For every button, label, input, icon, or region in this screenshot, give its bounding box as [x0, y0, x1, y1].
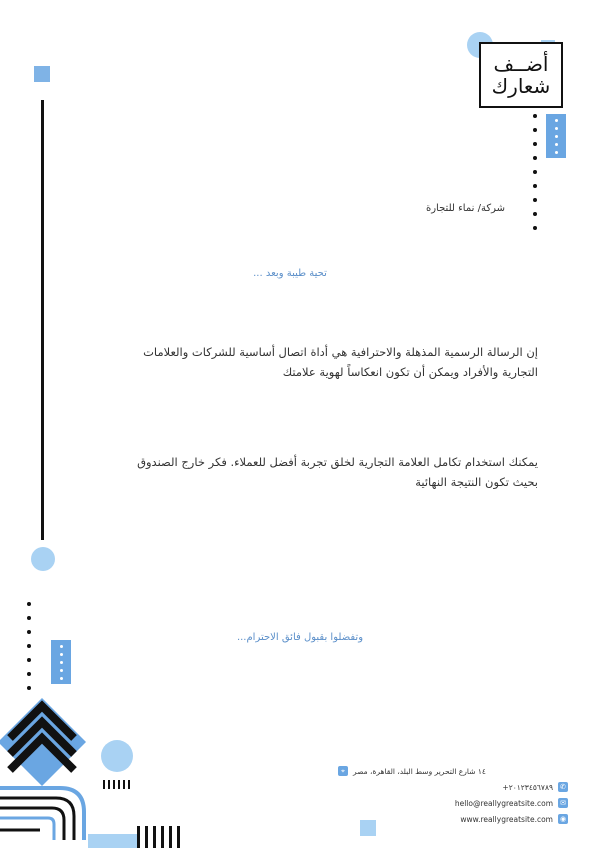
corner-square-top-left [34, 66, 50, 82]
phone-icon: ✆ [558, 782, 568, 792]
contact-phone: +٢٠١٢٣٤٥٦٧٨٩ [502, 782, 553, 792]
contact-row-email [338, 795, 568, 811]
contact-website[interactable]: www.reallygreatsite.com [460, 814, 553, 824]
small-barcode [103, 780, 130, 789]
logo-line-1: أضــف [493, 52, 549, 76]
greeting-text: تحية طيبة وبعد ... [253, 268, 327, 279]
contact-address: ١٤ شارع التحرير وسط البلد، القاهرة، مصر [353, 766, 486, 776]
dot-card-right [546, 114, 566, 158]
body-paragraph-2: يمكنك استخدام تكامل العلامة التجارية لخلق تجربة أفضل للعملاء. فكر خارج الصندوق بحيث تكون النتيجة النهائية [137, 455, 538, 489]
contact-info [338, 763, 568, 827]
logo-placeholder[interactable] [479, 42, 563, 108]
location-icon: ⌖ [338, 766, 348, 776]
vertical-divider-line [41, 100, 44, 540]
contact-row-address [338, 763, 568, 779]
body-paragraph-1: إن الرسالة الرسمية المذهلة والاحترافية هي أداة اتصال أساسية للشركات والعلامات التجارية والأفراد ويمكن أن تكون انعكاساً لهوية علامتك [143, 345, 538, 379]
dot-card-left [51, 640, 71, 684]
dots-column-right [533, 114, 537, 230]
email-icon: ✉ [558, 798, 568, 808]
circle-decoration-left [31, 547, 55, 571]
contact-email[interactable]: hello@reallygreatsite.com [454, 798, 553, 808]
logo-line-2: شعارك [491, 74, 551, 98]
dots-column-left [27, 602, 31, 690]
closing-text: وتفضلوا بقبول فائق الاحترام... [236, 632, 364, 643]
corner-square-bottom [360, 820, 376, 836]
contact-row-phone [338, 779, 568, 795]
barcode-decoration [137, 826, 180, 848]
web-icon: ◉ [559, 815, 567, 823]
geometric-corner-decoration [0, 690, 140, 848]
company-name: شركة/ نماء للتجارة [425, 203, 505, 214]
